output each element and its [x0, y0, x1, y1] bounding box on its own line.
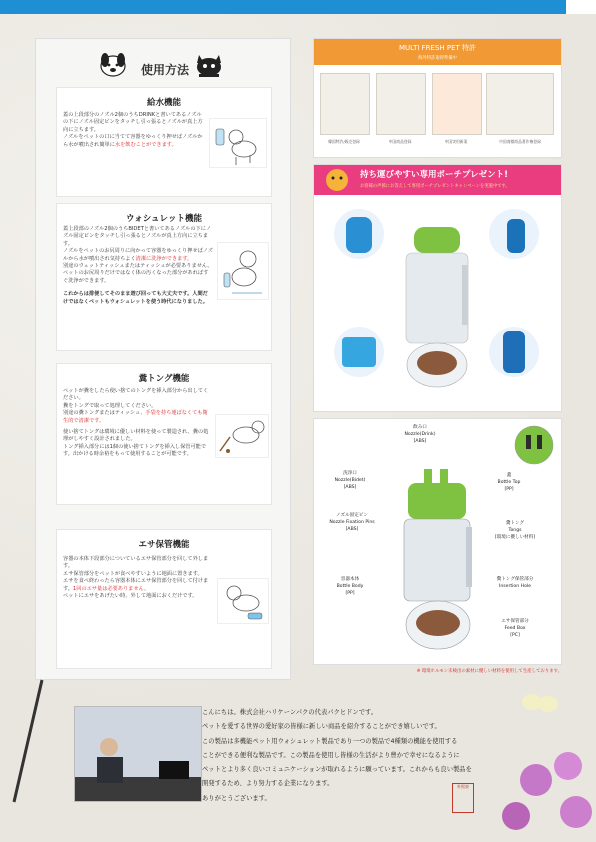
section-heading: 糞トング機能 — [138, 374, 190, 384]
nozzle-closeup-image — [514, 425, 554, 465]
section-bidet — [56, 203, 272, 351]
patent-panel — [313, 38, 562, 158]
part-label-drink-nozzle: 飲み口 Nozzle(Drink) [ABS] — [404, 425, 436, 444]
tongs-illustration — [215, 414, 269, 458]
certificate-image — [486, 73, 554, 135]
part-label-bottle-body: 容器本体 Bottle Body [PP] — [336, 577, 364, 596]
certificate-caption: 中国商品登録 — [388, 139, 412, 144]
bottle-diagram-image — [394, 467, 484, 657]
dog-icon — [98, 49, 128, 79]
usage-title: 使用方法 — [141, 63, 190, 77]
patent-banner: MULTI FRESH PET 特許 海外特許取得準備中 — [314, 39, 561, 65]
section-drink — [56, 87, 272, 197]
pen-icon — [8, 676, 48, 806]
bottle-image — [396, 225, 478, 403]
certificate-caption: 韓国特許/販売登録 — [328, 139, 360, 144]
section-body: 蓋の上段部分のノズル2個のうちDRINKと書いてあるノズルの下にノズル固定ピンをタッチし引っ張るとノズルが真上方向に立ちます。 ノズルをペットの口に当てて容器をゆっくり押せばノズルから水が噴出され簡単に水を飲むことができます。 — [63, 112, 203, 148]
cat-icon — [194, 49, 224, 79]
part-label-fixation-pins: ノズル固定ピン Nozzle Fixation Pins [ABS] — [329, 513, 375, 532]
usage-header — [46, 47, 280, 87]
feed-illustration — [217, 578, 269, 624]
section-body: ペットが糞をしたら使い捨てのトングを挿入部分から出してください。 糞をトングで取って処理してください。 別途の糞トングまたはティッシュ、手袋を持ち運ばなくても衛生的で清潔です。 使い捨てトングは環境に優しい材料を使って製造され、糞の処理がしやすく設計されました。 トング挿入部分には1個の使い捨てトングを挿入し保管可能です。出かける時余裕をもって使用することが可能です。 — [63, 388, 209, 458]
drink-illustration — [209, 118, 267, 168]
certificate-image — [376, 73, 426, 135]
signature-seal: 朴熙東 — [452, 783, 474, 813]
top-accent-bar — [0, 0, 596, 14]
flowers-decoration — [476, 740, 596, 842]
section-heading: エサ保管機能 — [138, 540, 190, 550]
certificate-image — [432, 73, 482, 135]
section-heading: 給水機能 — [146, 98, 181, 108]
parts-diagram — [313, 418, 562, 665]
part-label-feed-box: エサ保管部分 Feed Box [PC] — [501, 619, 529, 638]
section-tongs — [56, 363, 272, 505]
usage-panel — [35, 38, 291, 680]
certificate-caption: 中国実用新案 — [444, 139, 468, 144]
section-body: 蓋上段部のノズル2個のうちBIDETと書いてあるノズルの下にノズル固定ピンをタッチし引っ張るとノズルが真上方向に立ちます。 ノズルをペットのお尻周りに向かって容器をゆっくり押せばノズルから水が噴出され気持ちよく清潔に洗浄ができます。 別途のウェットティッシュまたはティッシュが必要ありません。ペットのお尻周りだけではなく体の汚くなった部分があればすぐ洗浄ができます。 これからは排便してそのまま遊び回っても大丈夫です。人間だけではなくペットもウォシュレットを使う時代になりました。 — [63, 226, 213, 305]
pouch-photo — [489, 327, 539, 377]
part-label-bidet-nozzle: 洗浄口 Nozzle(Bidet) [ABS] — [334, 471, 366, 490]
section-feed — [56, 529, 272, 669]
section-heading: ウォシュレット機能 — [126, 214, 202, 224]
section-body: 容器の本体下段部分についているエサ保管部分を回して外します。 エサ保管部分をペットが食べやすいように地面に置きます。 エサを食べ終わったら容器本体にエサ保管部分を回して付けます。1回のエサ量は必要ありません。 ペットにエサをあげたい時、外して地面におくだけです。 — [63, 556, 209, 600]
certificate-image — [320, 73, 370, 135]
pouch-panel — [313, 164, 562, 412]
pouch-photo — [489, 209, 539, 259]
material-note: ※ 環境ホルモン未検出の素材に優しい材料を使用して生産しております。 — [416, 669, 562, 674]
pouch-banner: 持ち運びやすい専用ポーチプレゼント! お客様の声援にお答えして専用ポーチプレゼントキャンペーンを実施中です。 — [314, 165, 561, 195]
part-label-bottle-top: 蓋 Bottle Top [PP] — [497, 473, 521, 492]
pouch-photo — [334, 209, 384, 259]
ceo-photo — [74, 706, 202, 802]
certificate-caption: 中国商標商品著作権登録 — [499, 139, 541, 144]
part-label-tongs: 糞トング Tongs [環境に優しい材料] — [494, 521, 536, 540]
pet-logo-icon — [322, 167, 352, 193]
part-label-insertion-hole: 糞トング保管部分 Insertion Hole — [496, 577, 534, 589]
bidet-illustration — [217, 242, 269, 300]
ceo-message: こんにちは。株式会社ハリケーンパクの代表パクヒドンです。 ペットを愛する世界の愛好家の皆様に新しい商品を紹介することができ嬉しいです。 この製品は多機能ペット用ウォシュレット製品であり一つの製品で4種類の機能を使用する ことができる便利な製品です。この製品を使用し皆様の生活がより豊かで幸せになるように ペットとより多く良いコミュニケーションが取れるように願っています。これからも良い製品を 開発するため、より努力する企業になります。 ありがとうございます。 — [202, 709, 472, 802]
pouch-photo — [334, 327, 384, 377]
butterfly-icon — [520, 690, 560, 720]
